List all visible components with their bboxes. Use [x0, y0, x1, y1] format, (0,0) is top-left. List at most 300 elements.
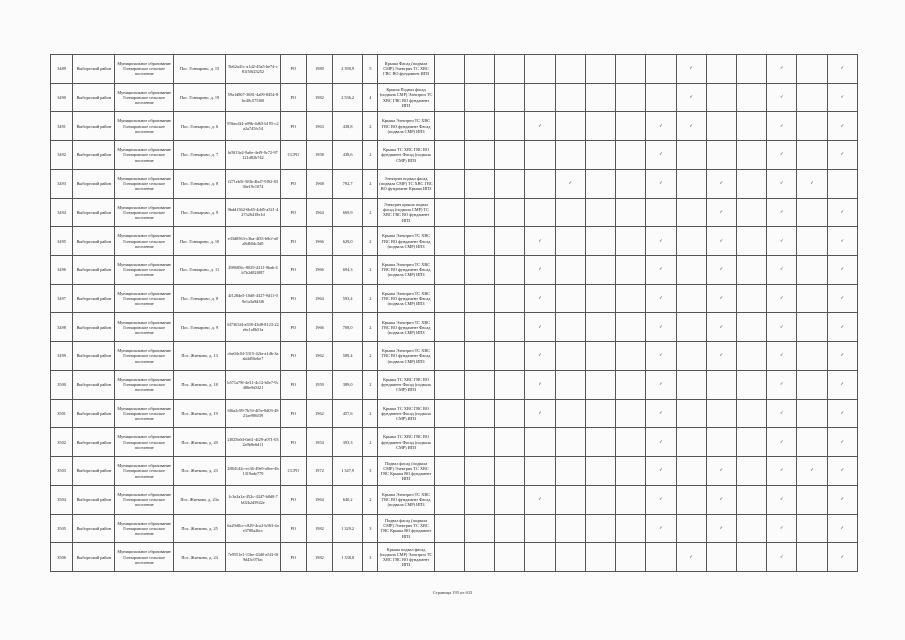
empty-cell — [676, 485, 706, 514]
cell-area: 640,2 — [333, 485, 363, 514]
check-mark-icon: ✓ — [767, 543, 797, 572]
cell-cadastral: b571a79f-4e31-4c12-b0e7-9c486e9d3f21 — [226, 370, 280, 399]
table-row — [51, 83, 858, 112]
check-mark-icon: ✓ — [767, 514, 797, 543]
empty-cell — [464, 457, 494, 486]
empty-cell — [585, 313, 615, 342]
empty-cell — [495, 370, 525, 399]
empty-cell — [797, 256, 827, 285]
empty-cell — [495, 83, 525, 112]
check-mark-icon: ✓ — [827, 428, 857, 457]
empty-cell — [495, 342, 525, 371]
cell-works: Крыша Электрич ТС ХВС ГВС ВО фундамент Фасад (подвала СМР) ИПЗ — [378, 112, 434, 141]
cell-cadastral: 2884142c-ec36-49e9-a0ee-4b1319ade779 — [226, 457, 280, 486]
cell-district: Выборгский район — [73, 399, 115, 428]
cell-municipality: Муниципальное образование Гончаровское сельское поселение — [115, 141, 173, 170]
cell-num: 3491 — [51, 112, 73, 141]
cell-cadastral: 298685fc-8029-4311-9bab-4b7b2d82f087 — [226, 256, 280, 285]
empty-cell — [555, 543, 585, 572]
page-number: Страница 195 из 633 — [432, 590, 473, 595]
empty-cell — [646, 198, 676, 227]
cell-num: 3495 — [51, 227, 73, 256]
cell-area: 593,4 — [333, 284, 363, 313]
check-mark-icon: ✓ — [676, 55, 706, 84]
empty-cell — [676, 227, 706, 256]
empty-cell — [736, 313, 766, 342]
check-mark-icon: ✓ — [827, 457, 857, 486]
cell-district: Выборгский район — [73, 313, 115, 342]
empty-cell — [495, 227, 525, 256]
cell-wall: РО — [280, 514, 306, 543]
cell-floors: 3 — [363, 514, 378, 543]
check-mark-icon: ✓ — [706, 514, 736, 543]
cell-municipality: Муниципальное образование Гончаровское сельское поселение — [115, 313, 173, 342]
cell-cadastral: 5b62a41c-a1d2-45a5-be74-c81f50f23252 — [226, 55, 280, 84]
cell-year: 1963 — [306, 112, 332, 141]
empty-cell — [464, 112, 494, 141]
check-mark-icon: ✓ — [646, 313, 676, 342]
empty-cell — [797, 370, 827, 399]
empty-cell — [585, 514, 615, 543]
cell-works: Электрич подвал фасад (подвала СМР) ТС ХВС ГВС ВО фундамент Крыша ИПЗ — [378, 169, 434, 198]
check-mark-icon: ✓ — [706, 313, 736, 342]
cell-wall: РО — [280, 227, 306, 256]
empty-cell — [736, 428, 766, 457]
cell-cadastral: 4f128de5-10d8-4327-9d11-09e1a3a9d3f6 — [226, 284, 280, 313]
empty-cell — [555, 55, 585, 84]
cell-floors: 2 — [363, 370, 378, 399]
empty-cell — [464, 141, 494, 170]
empty-cell — [434, 543, 464, 572]
cell-works: Электрич крыша подвал фасад (подвала СМР) ТС ХВС ГВС ВО фундамент ИПЗ — [378, 198, 434, 227]
cell-wall: ССРО — [280, 457, 306, 486]
cell-num: 3493 — [51, 169, 73, 198]
cell-area: 2 536,2 — [333, 83, 363, 112]
table-row — [51, 485, 858, 514]
empty-cell — [706, 112, 736, 141]
cell-municipality: Муниципальное образование Гончаровское сельское поселение — [115, 485, 173, 514]
table-row — [51, 399, 858, 428]
empty-cell — [434, 198, 464, 227]
check-mark-icon: ✓ — [525, 342, 555, 371]
empty-cell — [434, 55, 464, 84]
cell-address: Пос. Житково, д. 23а — [173, 485, 225, 514]
empty-cell — [555, 284, 585, 313]
empty-cell — [434, 399, 464, 428]
empty-cell — [555, 514, 585, 543]
cell-municipality: Муниципальное образование Гончаровское сельское поселение — [115, 227, 173, 256]
check-mark-icon: ✓ — [767, 428, 797, 457]
empty-cell — [495, 313, 525, 342]
cell-area: 457,6 — [333, 399, 363, 428]
empty-cell — [616, 543, 646, 572]
empty-cell — [797, 141, 827, 170]
empty-cell — [736, 370, 766, 399]
empty-cell — [464, 370, 494, 399]
check-mark-icon: ✓ — [676, 543, 706, 572]
empty-cell — [434, 227, 464, 256]
cell-municipality: Муниципальное образование Гончаровское сельское поселение — [115, 457, 173, 486]
empty-cell — [585, 141, 615, 170]
cell-district: Выборгский район — [73, 198, 115, 227]
check-mark-icon: ✓ — [646, 112, 676, 141]
empty-cell — [495, 198, 525, 227]
empty-cell — [495, 256, 525, 285]
empty-cell — [676, 141, 706, 170]
cell-municipality: Муниципальное образование Гончаровское сельское поселение — [115, 543, 173, 572]
empty-cell — [495, 457, 525, 486]
empty-cell — [616, 112, 646, 141]
cell-works: Крыша Подвал фасад (подвала СМР) Электрич ТС ХВС ГВС ВО фундамент ИПЗ — [378, 83, 434, 112]
cell-district: Выборгский район — [73, 514, 115, 543]
check-mark-icon: ✓ — [827, 514, 857, 543]
empty-cell — [434, 112, 464, 141]
cell-address: Пос. Гончарово, д. 9 — [173, 313, 225, 342]
check-mark-icon: ✓ — [646, 399, 676, 428]
empty-cell — [555, 342, 585, 371]
empty-cell — [616, 83, 646, 112]
empty-cell — [464, 485, 494, 514]
table-row — [51, 370, 858, 399]
cell-area: 438,8 — [333, 112, 363, 141]
cell-district: Выборгский район — [73, 83, 115, 112]
check-mark-icon: ✓ — [525, 313, 555, 342]
cell-district: Выборгский район — [73, 227, 115, 256]
cell-cadastral: f271eb5f-5f0b-4bd7-9f92-8336e19c1074 — [226, 169, 280, 198]
empty-cell — [464, 169, 494, 198]
cell-address: Пос. Житково, д. 24 — [173, 543, 225, 572]
empty-cell — [616, 399, 646, 428]
table-row — [51, 55, 858, 84]
cell-floors: 4 — [363, 83, 378, 112]
cell-works: Крыша ТС ХВС ГВС ВО фундамент Фасад (подвала СМР) ИПЗ — [378, 428, 434, 457]
cell-works: Подвал фасад (подвала СМР) Электрич ТС ХВС ГВС Крыша ВО фундамент ИПЗ — [378, 457, 434, 486]
empty-cell — [495, 485, 525, 514]
empty-cell — [585, 284, 615, 313]
empty-cell — [736, 457, 766, 486]
cell-cadastral: cbe04c04-5315-42fa-a1db-3aab4d56ebe7 — [226, 342, 280, 371]
check-mark-icon: ✓ — [706, 227, 736, 256]
cell-municipality: Муниципальное образование Гончаровское сельское поселение — [115, 399, 173, 428]
cell-num: 3496 — [51, 256, 73, 285]
empty-cell — [525, 428, 555, 457]
empty-cell — [827, 169, 857, 198]
cell-floors: 2 — [363, 169, 378, 198]
empty-cell — [616, 256, 646, 285]
cell-works: Крыша Электрич ТС ХВС ГВС ВО фундамент Фасад (подвала СМР) ИПЗ — [378, 313, 434, 342]
empty-cell — [555, 198, 585, 227]
cell-address: Пос. Гончарово, д. 8 — [173, 284, 225, 313]
empty-cell — [434, 342, 464, 371]
empty-cell — [585, 169, 615, 198]
cell-year: 1982 — [306, 83, 332, 112]
check-mark-icon: ✓ — [827, 543, 857, 572]
cell-num: 3506 — [51, 543, 73, 572]
check-mark-icon: ✓ — [827, 227, 857, 256]
check-mark-icon: ✓ — [797, 457, 827, 486]
check-mark-icon: ✓ — [827, 342, 857, 371]
cell-wall: РО — [280, 169, 306, 198]
empty-cell — [464, 256, 494, 285]
check-mark-icon: ✓ — [827, 313, 857, 342]
check-mark-icon: ✓ — [525, 485, 555, 514]
cell-area: 708,0 — [333, 313, 363, 342]
cell-year: 1962 — [306, 399, 332, 428]
check-mark-icon: ✓ — [827, 284, 857, 313]
empty-cell — [706, 83, 736, 112]
empty-cell — [616, 428, 646, 457]
cell-area: 389,0 — [333, 370, 363, 399]
cell-num: 3490 — [51, 83, 73, 112]
check-mark-icon: ✓ — [767, 370, 797, 399]
empty-cell — [555, 313, 585, 342]
cell-year: 1982 — [306, 514, 332, 543]
check-mark-icon: ✓ — [525, 399, 555, 428]
check-mark-icon: ✓ — [646, 227, 676, 256]
check-mark-icon: ✓ — [767, 485, 797, 514]
table-row — [51, 313, 858, 342]
cell-cadastral: 59a1d867-3681-4a09-8454-8bc40c575f00 — [226, 83, 280, 112]
check-mark-icon: ✓ — [525, 284, 555, 313]
table-row — [51, 169, 858, 198]
cell-num: 3499 — [51, 342, 73, 371]
empty-cell — [616, 169, 646, 198]
empty-cell — [797, 399, 827, 428]
cell-cadastral: 0bdd1362-6b65-4dd5-a521-427326418e1d — [226, 198, 280, 227]
check-mark-icon: ✓ — [827, 399, 857, 428]
empty-cell — [585, 543, 615, 572]
cell-address: Пос. Гончарово, д. 11 — [173, 256, 225, 285]
cell-num: 3489 — [51, 55, 73, 84]
cell-num: 3498 — [51, 313, 73, 342]
cell-num: 3492 — [51, 141, 73, 170]
cell-wall: РО — [280, 370, 306, 399]
cell-year: 1954 — [306, 428, 332, 457]
empty-cell — [676, 428, 706, 457]
cell-address: Пос. Житково, д. 19 — [173, 399, 225, 428]
cell-cadastral: 95bec4f4-a99b-4d65-b195-c2a2a745fc54 — [226, 112, 280, 141]
cell-municipality: Муниципальное образование Гончаровское сельское поселение — [115, 514, 173, 543]
cell-year: 1980 — [306, 55, 332, 84]
cell-address: Пос. Житково, д. 23 — [173, 457, 225, 486]
empty-cell — [616, 55, 646, 84]
empty-cell — [464, 83, 494, 112]
cell-works: Крыша ТС ХВС ГВС ВО фундамент Фасад (подвала СМР) ИПЗ — [378, 141, 434, 170]
check-mark-icon: ✓ — [767, 55, 797, 84]
check-mark-icon: ✓ — [827, 198, 857, 227]
check-mark-icon: ✓ — [767, 457, 797, 486]
empty-cell — [736, 227, 766, 256]
cell-area: 393,3 — [333, 428, 363, 457]
table-row — [51, 342, 858, 371]
cell-floors: 2 — [363, 112, 378, 141]
empty-cell — [736, 83, 766, 112]
empty-cell — [464, 55, 494, 84]
empty-cell — [585, 370, 615, 399]
empty-cell — [525, 514, 555, 543]
empty-cell — [585, 198, 615, 227]
check-mark-icon: ✓ — [827, 256, 857, 285]
cell-address: Пос. Гончарово, д. 6 — [173, 112, 225, 141]
cell-municipality: Муниципальное образование Гончаровское сельское поселение — [115, 169, 173, 198]
cell-municipality: Муниципальное образование Гончаровское сельское поселение — [115, 55, 173, 84]
empty-cell — [736, 55, 766, 84]
empty-cell — [495, 112, 525, 141]
cell-area: 1 347,9 — [333, 457, 363, 486]
empty-cell — [616, 227, 646, 256]
check-mark-icon: ✓ — [646, 141, 676, 170]
cell-municipality: Муниципальное образование Гончаровское сельское поселение — [115, 428, 173, 457]
empty-cell — [797, 514, 827, 543]
check-mark-icon: ✓ — [767, 141, 797, 170]
empty-cell — [555, 256, 585, 285]
cell-cadastral: 6a29d8cc-c829-4ca2-b363-4ae3780a2bcc — [226, 514, 280, 543]
cell-floors: 2 — [363, 284, 378, 313]
cell-floors: 2 — [363, 227, 378, 256]
cell-cadastral: 6f7363f4-a558-43d8-8123-22ebc1a8b51a — [226, 313, 280, 342]
empty-cell — [464, 514, 494, 543]
empty-cell — [797, 227, 827, 256]
empty-cell — [555, 457, 585, 486]
cell-district: Выборгский район — [73, 284, 115, 313]
table-row — [51, 543, 858, 572]
cell-works: Крыша Электрич ТС ХВС ГВС ВО фундамент Фасад (подвала СМР) ИПЗ — [378, 284, 434, 313]
check-mark-icon: ✓ — [827, 112, 857, 141]
check-mark-icon: ✓ — [676, 112, 706, 141]
table-row — [51, 457, 858, 486]
check-mark-icon: ✓ — [555, 169, 585, 198]
empty-cell — [555, 428, 585, 457]
check-mark-icon: ✓ — [646, 342, 676, 371]
cell-num: 3497 — [51, 284, 73, 313]
cell-address: Пос. Житково, д. 25 — [173, 514, 225, 543]
cell-year: 1982 — [306, 543, 332, 572]
cell-floors: 2 — [363, 141, 378, 170]
cell-num: 3502 — [51, 428, 73, 457]
empty-cell — [525, 198, 555, 227]
empty-cell — [616, 514, 646, 543]
empty-cell — [525, 169, 555, 198]
check-mark-icon: ✓ — [767, 112, 797, 141]
check-mark-icon: ✓ — [767, 198, 797, 227]
empty-cell — [434, 313, 464, 342]
empty-cell — [585, 342, 615, 371]
table-row — [51, 112, 858, 141]
table-row — [51, 198, 858, 227]
table-row — [51, 141, 858, 170]
empty-cell — [434, 514, 464, 543]
cell-area: 438,6 — [333, 141, 363, 170]
empty-cell — [585, 399, 615, 428]
cell-address: Пос. Житково, д. 20 — [173, 428, 225, 457]
empty-cell — [797, 83, 827, 112]
check-mark-icon: ✓ — [767, 227, 797, 256]
empty-cell — [555, 485, 585, 514]
cell-num: 3504 — [51, 485, 73, 514]
cell-year: 1959 — [306, 370, 332, 399]
cell-area: 694,3 — [333, 256, 363, 285]
empty-cell — [676, 342, 706, 371]
cell-num: 3500 — [51, 370, 73, 399]
empty-cell — [736, 112, 766, 141]
check-mark-icon: ✓ — [525, 370, 555, 399]
check-mark-icon: ✓ — [646, 284, 676, 313]
cell-works: Крыша подвал фасад (подвала СМР) Электрич ТС ХВС ГВС ВО фундамент ИПЗ — [378, 543, 434, 572]
cell-address: Пос. Житково, д. 18 — [173, 370, 225, 399]
empty-cell — [646, 83, 676, 112]
cell-wall: РО — [280, 198, 306, 227]
cell-floors: 3 — [363, 457, 378, 486]
cell-cadastral: e33d8563-c3ba-4f35-b8cf-a0a8d60dc3d0 — [226, 227, 280, 256]
empty-cell — [434, 428, 464, 457]
check-mark-icon: ✓ — [827, 141, 857, 170]
check-mark-icon: ✓ — [827, 83, 857, 112]
empty-cell — [736, 342, 766, 371]
empty-cell — [646, 55, 676, 84]
empty-cell — [797, 485, 827, 514]
empty-cell — [464, 342, 494, 371]
empty-cell — [676, 313, 706, 342]
empty-cell — [555, 370, 585, 399]
cell-district: Выборгский район — [73, 543, 115, 572]
empty-cell — [676, 514, 706, 543]
cell-district: Выборгский район — [73, 169, 115, 198]
cell-address: Пос. Гончарово, д. 15 — [173, 55, 225, 84]
check-mark-icon: ✓ — [706, 256, 736, 285]
empty-cell — [797, 313, 827, 342]
empty-cell — [555, 227, 585, 256]
cell-district: Выборгский район — [73, 112, 115, 141]
empty-cell — [495, 543, 525, 572]
empty-cell — [676, 370, 706, 399]
cell-year: 1968 — [306, 169, 332, 198]
cell-district: Выборгский район — [73, 428, 115, 457]
register-table — [50, 54, 858, 572]
cell-cadastral: 2f025b04-0a61-4f29-a071-032a9b8e6d11 — [226, 428, 280, 457]
cell-works: Крыша Фасад (подвала СМР) Электрич ТС ХВС ГВС ВО фундамент ИПЗ — [378, 55, 434, 84]
check-mark-icon: ✓ — [706, 169, 736, 198]
empty-cell — [434, 83, 464, 112]
cell-area: 669,9 — [333, 198, 363, 227]
cell-municipality: Муниципальное образование Гончаровское сельское поселение — [115, 83, 173, 112]
empty-cell — [585, 83, 615, 112]
cell-area: 629,0 — [333, 227, 363, 256]
cell-floors: 3 — [363, 543, 378, 572]
cell-address: Пос. Гончарово, д. 7 — [173, 141, 225, 170]
empty-cell — [525, 457, 555, 486]
empty-cell — [434, 370, 464, 399]
check-mark-icon: ✓ — [706, 198, 736, 227]
empty-cell — [676, 284, 706, 313]
register-body — [51, 55, 858, 572]
empty-cell — [434, 457, 464, 486]
check-mark-icon: ✓ — [646, 169, 676, 198]
cell-district: Выборгский район — [73, 342, 115, 371]
check-mark-icon: ✓ — [706, 485, 736, 514]
cell-num: 3494 — [51, 198, 73, 227]
empty-cell — [464, 198, 494, 227]
check-mark-icon: ✓ — [767, 313, 797, 342]
cell-floors: 2 — [363, 342, 378, 371]
empty-cell — [616, 457, 646, 486]
cell-wall: РО — [280, 428, 306, 457]
cell-district: Выборгский район — [73, 457, 115, 486]
check-mark-icon: ✓ — [767, 83, 797, 112]
cell-district: Выборгский район — [73, 141, 115, 170]
empty-cell — [434, 141, 464, 170]
empty-cell — [495, 55, 525, 84]
cell-address: Пос. Гончарово, д. 10 — [173, 227, 225, 256]
